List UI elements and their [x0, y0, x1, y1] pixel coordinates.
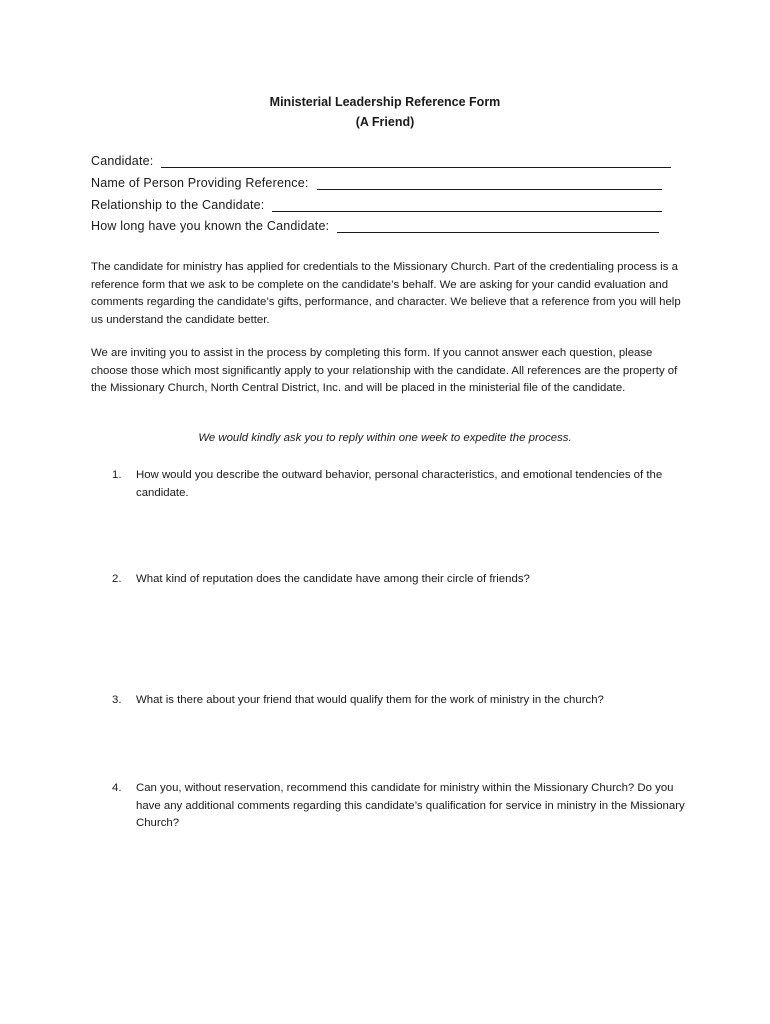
- question-text: What is there about your friend that would qualify them for the work of ministry in the church?: [136, 694, 604, 706]
- question-number: 2.: [112, 573, 122, 585]
- question-item: [112, 692, 687, 710]
- reply-note: We would kindly ask you to reply within one week to expedite the process.: [198, 432, 572, 444]
- relationship-input-line[interactable]: [272, 199, 662, 212]
- form-title: Ministerial Leadership Reference Form: [269, 95, 501, 109]
- intro-paragraph-2: We are inviting you to assist in the process by completing this form. If you cannot answer each question, please choose those which most significantly apply to your relationship with the candidate. All references are the property of the Missionary Church, North Central District, Inc. and will be placed in the ministerial file of the candidate.: [91, 347, 678, 394]
- relationship-field: [91, 196, 662, 212]
- candidate-input-line[interactable]: [161, 155, 671, 168]
- known-duration-label: How long have you known the Candidate:: [91, 219, 330, 233]
- question-text: What kind of reputation does the candidate have among their circle of friends?: [136, 573, 530, 585]
- question-text: Can you, without reservation, recommend this candidate for ministry within the Missionary Church? Do you have any additional comments regarding this candidate’s qualification for service in ministry in the Missionary Church?: [136, 782, 685, 829]
- question-number: 1.: [112, 469, 122, 481]
- question-number: 3.: [112, 694, 122, 706]
- candidate-label: Candidate:: [91, 154, 154, 168]
- reference-name-label: Name of Person Providing Reference:: [91, 176, 309, 190]
- candidate-field: [91, 152, 671, 168]
- known-duration-input-line[interactable]: [337, 220, 659, 233]
- question-item: [112, 780, 687, 833]
- intro-paragraph-1: The candidate for ministry has applied for credentials to the Missionary Church. Part of the credentialing process is a reference form that we ask to be complete on the candidate’s behalf. We are asking for your candid evaluation and comments regarding the candidate’s gifts, performance, and character. We believe that a reference from you will help us understand the candidate better.: [91, 261, 681, 326]
- question-text: How would you describe the outward behavior, personal characteristics, and emotional tendencies of the candidate.: [136, 469, 663, 499]
- question-number: 4.: [112, 782, 122, 794]
- reference-name-input-line[interactable]: [317, 177, 662, 190]
- question-item: [112, 467, 687, 502]
- relationship-label: Relationship to the Candidate:: [91, 198, 265, 212]
- reference-name-field: [91, 174, 662, 190]
- question-item: [112, 571, 687, 589]
- known-duration-field: [91, 217, 659, 233]
- form-subtitle: (A Friend): [355, 115, 415, 129]
